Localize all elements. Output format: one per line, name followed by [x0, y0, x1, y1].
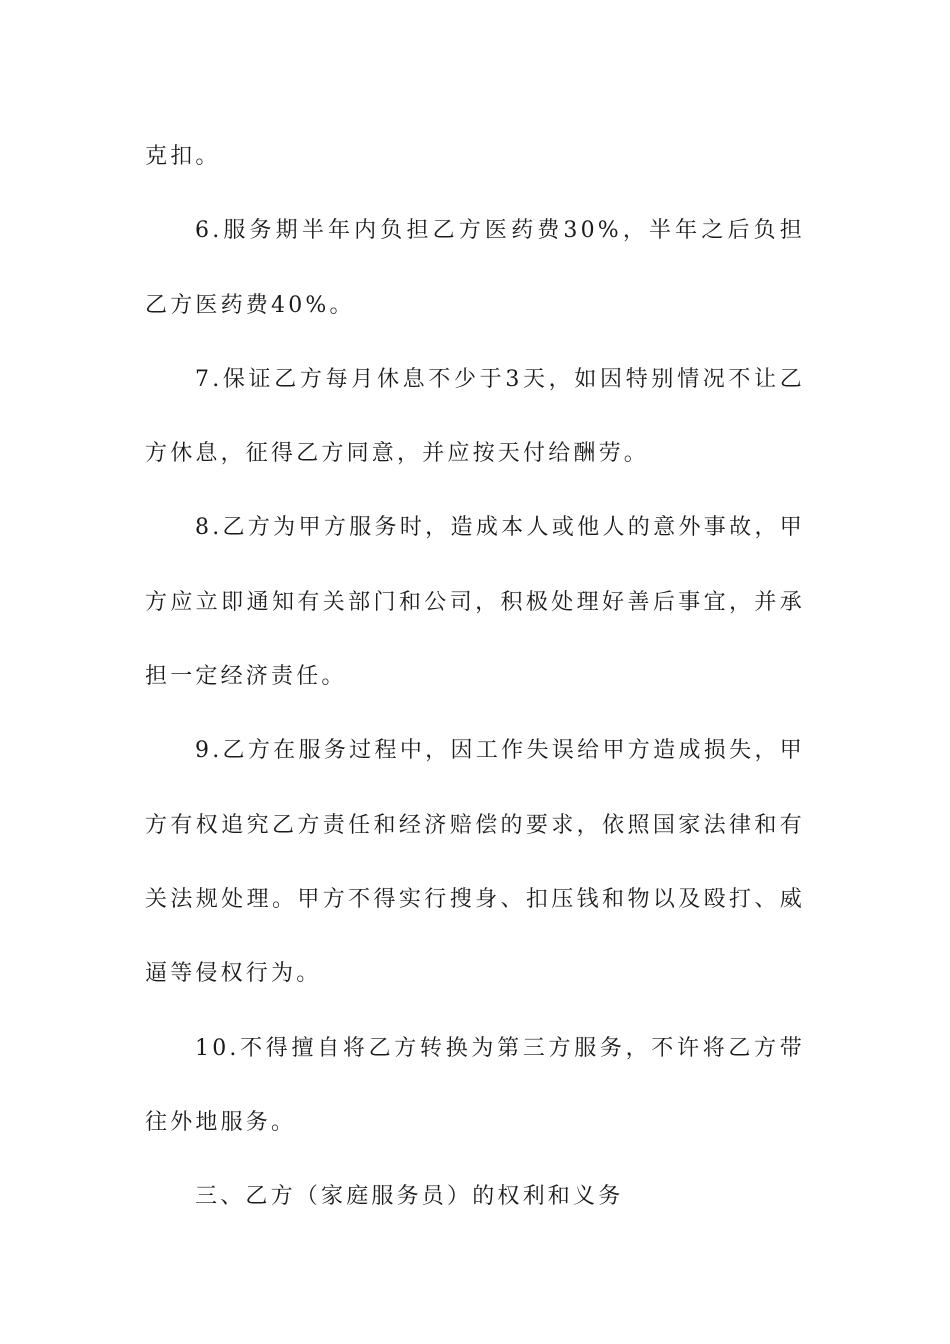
- paragraph-item-8: 8.乙方为甲方服务时，造成本人或他人的意外事故，甲方应立即通知有关部门和公司，积极处理好善后事宜，并承担一定经济责任。: [145, 515, 805, 690]
- paragraph-item-7: 7.保证乙方每月休息不少于3天，如因特别情况不让乙方休息，征得乙方同意，并应按天付给酬劳。: [145, 366, 805, 467]
- document-page: [145, 120, 805, 1234]
- paragraph-item-6: 6.服务期半年内负担乙方医药费30%，半年之后负担乙方医药费40%。: [145, 218, 805, 318]
- paragraph-item-9: 9.乙方在服务过程中，因工作失误给甲方造成损失，甲方有权追究乙方责任和经济赔偿的要求，依照国家法律和有关法规处理。甲方不得实行搜身、扣压钱和物以及殴打、威逼等侵权行为。: [145, 738, 805, 987]
- paragraph-continuation: 克扣。: [145, 144, 221, 169]
- section-heading-3: 三、乙方（家庭服务员）的权利和义务: [195, 1184, 624, 1210]
- paragraph-item-10: 10.不得擅自将乙方转换为第三方服务，不许将乙方带往外地服务。: [145, 1035, 805, 1135]
